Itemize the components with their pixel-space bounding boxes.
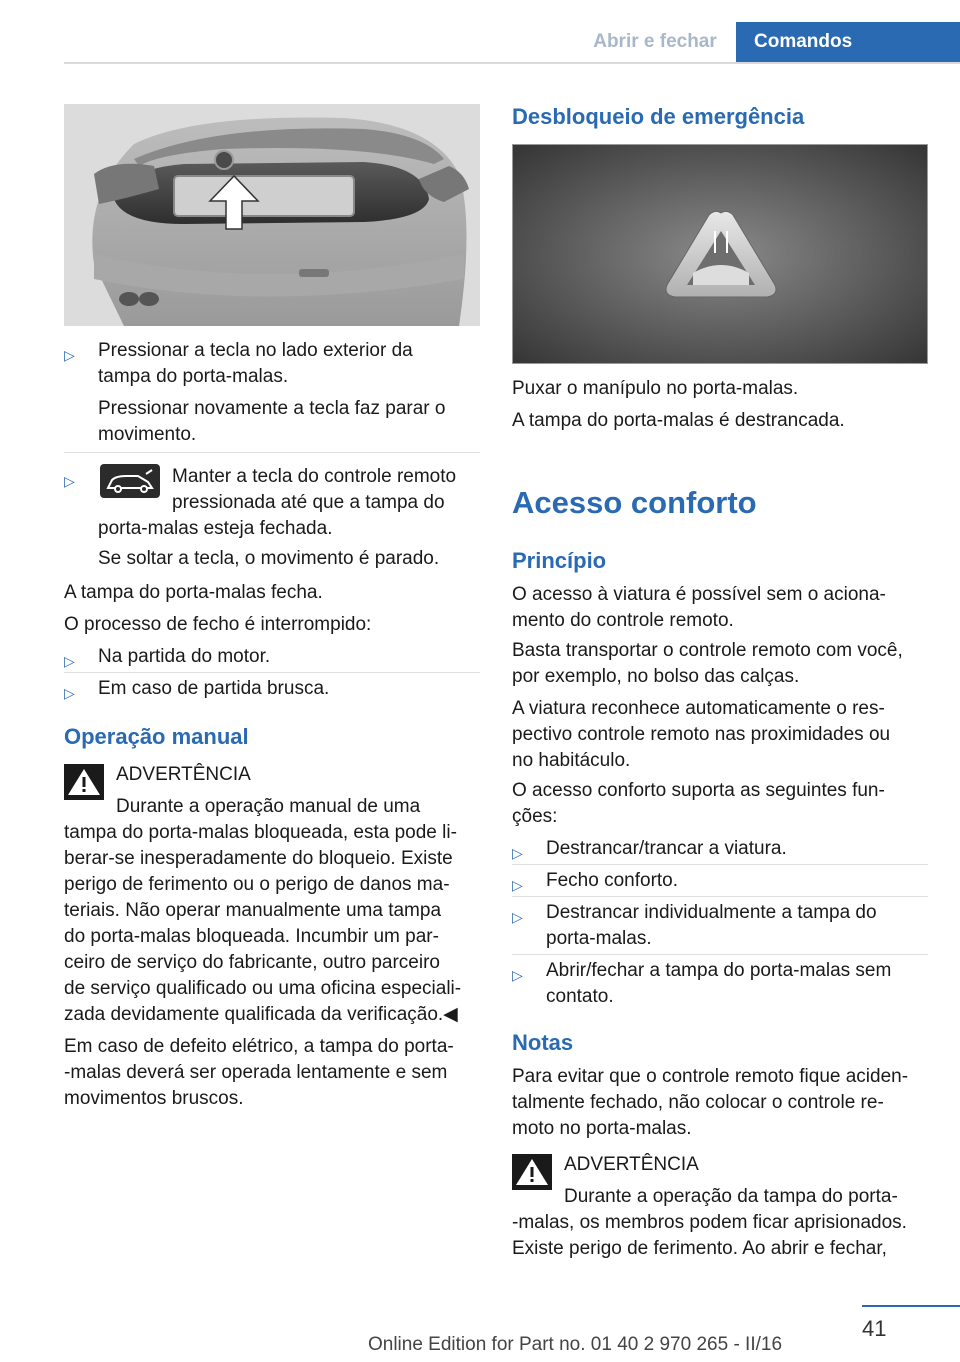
text-line: Durante a operação da tampa do porta- — [564, 1186, 898, 1207]
text-line: Manter a tecla do controle remoto — [172, 466, 457, 487]
header-rule — [64, 62, 960, 64]
emergency-release-image — [512, 144, 928, 364]
bullet-marker: ▷ — [64, 473, 75, 489]
text-line: do porta-malas bloqueada. Incumbir um par- — [64, 926, 439, 947]
car-rear-illustration — [64, 104, 480, 326]
text-line: Durante a operação manual de uma — [116, 796, 421, 817]
text-line: pectivo controle remoto nas proximidades ou — [512, 724, 891, 745]
text-line: contato. — [546, 986, 614, 1007]
warning-icon — [64, 764, 104, 800]
subheading-notes: Notas — [512, 1030, 574, 1055]
paragraph: Puxar o manípulo no porta-malas. — [512, 378, 799, 399]
bullet-marker: ▷ — [64, 653, 75, 669]
section-heading-manual: Operação manual — [64, 724, 249, 749]
text-line: A viatura reconhece automaticamente o res- — [512, 698, 885, 719]
text-line: tampa do porta-malas. — [98, 366, 289, 387]
text-line: moto no porta-malas. — [512, 1118, 692, 1139]
emergency-handle-illustration — [513, 145, 928, 364]
text-line: Pressionar a tecla no lado exterior da — [98, 340, 413, 361]
bullet-marker: ▷ — [64, 685, 75, 701]
text-line: de serviço qualificado ou uma oficina especiali- — [64, 978, 462, 999]
text-line: Destrancar individualmente a tampa do — [546, 902, 877, 923]
text-line: O acesso à viatura é possível sem o aciona- — [512, 584, 886, 605]
header-section-tab: Abrir e fechar — [593, 31, 717, 52]
divider — [64, 452, 480, 453]
bullet-marker: ▷ — [512, 877, 523, 893]
list-item: Na partida do motor. — [98, 646, 271, 667]
car-rear-image — [64, 104, 480, 326]
divider — [512, 896, 928, 897]
text-line: movimento. — [98, 424, 197, 445]
text-line: teriais. Não operar manualmente uma tampa — [64, 900, 442, 921]
text-line: O acesso conforto suporta as seguintes fun- — [512, 780, 885, 801]
list-item — [546, 900, 932, 952]
text-line: zada devidamente qualificada da verificação.◀ — [64, 1004, 458, 1025]
text-line: Se soltar a tecla, o movimento é parado. — [98, 548, 440, 569]
text-line: porta-malas. — [546, 928, 652, 949]
bullet-marker: ▷ — [64, 347, 75, 363]
paragraph — [512, 582, 932, 634]
instruction-press-again — [98, 396, 480, 448]
paragraph: A tampa do porta-malas é destrancada. — [512, 410, 845, 431]
text-line: -malas, os membros podem ficar aprisionados. — [512, 1212, 907, 1233]
text-line: Pressionar novamente a tecla faz parar o — [98, 398, 446, 419]
list-item: Destrancar/trancar a viatura. — [546, 838, 787, 859]
section-heading-emergency: Desbloqueio de emergência — [512, 104, 805, 129]
text-line: Em caso de defeito elétrico, a tampa do porta- — [64, 1036, 454, 1057]
subheading-principle: Princípio — [512, 548, 607, 573]
bullet-marker: ▷ — [512, 967, 523, 983]
text-line: por exemplo, no bolso das calças. — [512, 666, 800, 687]
paragraph — [512, 696, 932, 774]
paragraph: O processo de fecho é interrompido: — [64, 614, 372, 635]
divider — [512, 864, 928, 865]
bullet-marker: ▷ — [512, 909, 523, 925]
list-item — [546, 958, 932, 1010]
bullet-marker: ▷ — [512, 845, 523, 861]
list-item: Fecho conforto. — [546, 870, 679, 891]
warning-body — [64, 820, 480, 1028]
text-line: Basta transportar o controle remoto com você, — [512, 640, 903, 661]
text-line: pressionada até que a tampa do — [172, 492, 445, 513]
paragraph-electrical-defect — [64, 1034, 480, 1112]
text-line: Existe perigo de ferimento. Ao abrir e fechar, — [512, 1238, 887, 1259]
warning-title: ADVERTÊNCIA — [116, 764, 251, 785]
list-item: Em caso de partida brusca. — [98, 678, 330, 699]
header-chapter-tab: Comandos — [736, 22, 960, 62]
paragraph: A tampa do porta-malas fecha. — [64, 582, 323, 603]
text-line: tampa do porta-malas bloqueada, esta pode li- — [64, 822, 457, 843]
paragraph — [512, 778, 932, 830]
instruction-hold-remote — [172, 464, 480, 516]
text-line: no habitáculo. — [512, 750, 631, 771]
paragraph — [512, 638, 932, 690]
footer-rule — [862, 1305, 960, 1307]
chapter-heading-comfort-access: Acesso conforto — [512, 485, 757, 520]
text-line: ceiro de serviço do fabricante, outro parceiro — [64, 952, 440, 973]
footer-edition: Online Edition for Part no. 01 40 2 970 265 - II/16 — [367, 1334, 783, 1355]
divider — [512, 954, 928, 955]
text-line: mento do controle remoto. — [512, 610, 734, 631]
text-line: ções: — [512, 806, 558, 827]
text-line: berar-se inesperadamente do bloqueio. Existe — [64, 848, 453, 869]
paragraph — [512, 1064, 932, 1142]
text-line: Para evitar que o controle remoto fique aciden- — [512, 1066, 909, 1087]
text-line: porta-malas esteja fechada. — [98, 518, 333, 539]
text-line: Abrir/fechar a tampa do porta-malas sem — [546, 960, 892, 981]
warning-icon — [512, 1154, 552, 1190]
warning-title: ADVERTÊNCIA — [564, 1154, 699, 1175]
text-line: movimentos bruscos. — [64, 1088, 244, 1109]
text-line: perigo de ferimento ou o perigo de danos ma- — [64, 874, 450, 895]
warning-body — [512, 1210, 932, 1262]
text-line: -malas deverá ser operada lentamente e sem — [64, 1062, 448, 1083]
remote-trunk-key-icon — [100, 464, 160, 498]
text-line: talmente fechado, não colocar o controle re- — [512, 1092, 884, 1113]
instruction-press-key — [98, 338, 480, 390]
page-number: 41 — [862, 1316, 887, 1341]
divider — [64, 672, 480, 673]
